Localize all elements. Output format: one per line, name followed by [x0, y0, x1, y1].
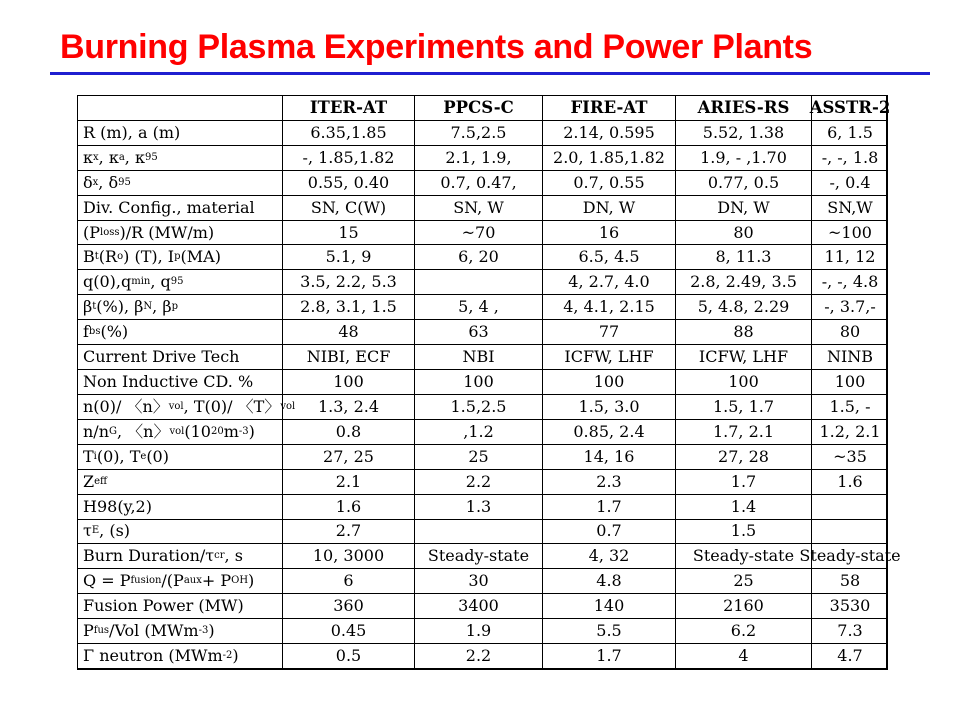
cell-aries-rs: 88 — [675, 319, 811, 344]
cell-ppcs-c: 3400 — [414, 593, 542, 618]
cell-asstr-2: ~35 — [811, 444, 888, 469]
row-label: Z eff — [77, 469, 282, 494]
cell-aries-rs: DN, W — [675, 195, 811, 220]
row-label: Q = P fusion /(P aux + P OH ) — [77, 568, 282, 593]
cell-ppcs-c: 5, 4 , — [414, 294, 542, 319]
cell-iter-at: 5.1, 9 — [282, 244, 414, 269]
cell-fire-at: 14, 16 — [542, 444, 675, 469]
row-label: f bs (%) — [77, 319, 282, 344]
cell-iter-at: 360 — [282, 593, 414, 618]
cell-fire-at: 0.7 — [542, 519, 675, 544]
cell-asstr-2: 100 — [811, 369, 888, 394]
cell-fire-at: 77 — [542, 319, 675, 344]
cell-fire-at: DN, W — [542, 195, 675, 220]
cell-ppcs-c: SN, W — [414, 195, 542, 220]
row-label: n/n G , 〈n〉 vol (10 20 m -3 ) — [77, 419, 282, 444]
cell-aries-rs: 1.7, 2.1 — [675, 419, 811, 444]
cell-fire-at: 0.7, 0.55 — [542, 170, 675, 195]
cell-ppcs-c: 6, 20 — [414, 244, 542, 269]
row-label: Γ neutron (MWm -2 ) — [77, 643, 282, 668]
cell-aries-rs: 2160 — [675, 593, 811, 618]
row-label: q(0),q min , q 95 — [77, 269, 282, 294]
row-label: β t (%), β N , β p — [77, 294, 282, 319]
cell-fire-at: 4, 4.1, 2.15 — [542, 294, 675, 319]
cell-asstr-2: -, -, 1.8 — [811, 145, 888, 170]
cell-iter-at: 27, 25 — [282, 444, 414, 469]
cell-aries-rs: 1.7 — [675, 469, 811, 494]
header-fire-at: FIRE-AT — [542, 95, 675, 120]
cell-fire-at: 16 — [542, 220, 675, 245]
cell-fire-at: 2.3 — [542, 469, 675, 494]
cell-aries-rs: 80 — [675, 220, 811, 245]
cell-fire-at: 1.7 — [542, 643, 675, 668]
cell-iter-at: 48 — [282, 319, 414, 344]
header-corner — [77, 95, 282, 120]
cell-aries-rs: 1.9, - ,1.70 — [675, 145, 811, 170]
row-label: T i (0), T e (0) — [77, 444, 282, 469]
cell-fire-at: 4.8 — [542, 568, 675, 593]
cell-asstr-2 — [811, 519, 888, 544]
cell-asstr-2: 1.5, - — [811, 394, 888, 419]
cell-iter-at: 100 — [282, 369, 414, 394]
cell-ppcs-c: 2.2 — [414, 643, 542, 668]
cell-aries-rs: ICFW, LHF — [675, 344, 811, 369]
cell-fire-at: 6.5, 4.5 — [542, 244, 675, 269]
cell-iter-at: 0.45 — [282, 618, 414, 643]
row-label: Burn Duration/τ cr , s — [77, 543, 282, 568]
cell-asstr-2: SN,W — [811, 195, 888, 220]
cell-ppcs-c: 2.1, 1.9, — [414, 145, 542, 170]
row-label: P fus /Vol (MWm -3 ) — [77, 618, 282, 643]
cell-iter-at: 2.7 — [282, 519, 414, 544]
cell-iter-at: 2.1 — [282, 469, 414, 494]
cell-aries-rs: 5, 4.8, 2.29 — [675, 294, 811, 319]
cell-ppcs-c: ~70 — [414, 220, 542, 245]
cell-aries-rs: 2.8, 2.49, 3.5 — [675, 269, 811, 294]
cell-fire-at: 1.7 — [542, 494, 675, 519]
cell-aries-rs: 4 — [675, 643, 811, 668]
cell-asstr-2: NINB — [811, 344, 888, 369]
cell-ppcs-c: Steady-state — [414, 543, 542, 568]
cell-fire-at: 4, 2.7, 4.0 — [542, 269, 675, 294]
cell-fire-at: 1.5, 3.0 — [542, 394, 675, 419]
row-label: τ E , (s) — [77, 519, 282, 544]
cell-fire-at: 4, 32 — [542, 543, 675, 568]
cell-aries-rs: 6.2 — [675, 618, 811, 643]
cell-ppcs-c: 0.7, 0.47, — [414, 170, 542, 195]
cell-ppcs-c: NBI — [414, 344, 542, 369]
cell-iter-at: 2.8, 3.1, 1.5 — [282, 294, 414, 319]
row-label: Non Inductive CD. % — [77, 369, 282, 394]
cell-ppcs-c: 25 — [414, 444, 542, 469]
header-iter-at: ITER-AT — [282, 95, 414, 120]
row-label: R (m), a (m) — [77, 120, 282, 145]
row-label: κ x , κ a , κ 95 — [77, 145, 282, 170]
cell-asstr-2: 3530 — [811, 593, 888, 618]
cell-iter-at: 15 — [282, 220, 414, 245]
cell-asstr-2: 58 — [811, 568, 888, 593]
cell-iter-at: 0.5 — [282, 643, 414, 668]
cell-ppcs-c — [414, 519, 542, 544]
cell-fire-at: 100 — [542, 369, 675, 394]
cell-aries-rs: 0.77, 0.5 — [675, 170, 811, 195]
cell-ppcs-c: 1.5,2.5 — [414, 394, 542, 419]
cell-asstr-2: -, 3.7,- — [811, 294, 888, 319]
slide-title: Burning Plasma Experiments and Power Plants — [60, 28, 813, 66]
cell-aries-rs: Steady-state — [675, 543, 811, 568]
cell-asstr-2: 1.2, 2.1 — [811, 419, 888, 444]
cell-aries-rs: 27, 28 — [675, 444, 811, 469]
cell-ppcs-c: 2.2 — [414, 469, 542, 494]
cell-aries-rs: 1.5, 1.7 — [675, 394, 811, 419]
cell-fire-at: 0.85, 2.4 — [542, 419, 675, 444]
row-label: H98(y,2) — [77, 494, 282, 519]
cell-asstr-2 — [811, 494, 888, 519]
row-label: Div. Config., material — [77, 195, 282, 220]
cell-iter-at: 1.6 — [282, 494, 414, 519]
cell-asstr-2: 1.6 — [811, 469, 888, 494]
cell-ppcs-c: 1.3 — [414, 494, 542, 519]
cell-fire-at: 5.5 — [542, 618, 675, 643]
cell-aries-rs: 8, 11.3 — [675, 244, 811, 269]
row-label: n(0)/ 〈n〉 vol , T(0)/ 〈T〉 vol — [77, 394, 282, 419]
parameter-table — [77, 95, 901, 670]
cell-ppcs-c: 100 — [414, 369, 542, 394]
cell-iter-at: 0.8 — [282, 419, 414, 444]
cell-aries-rs: 100 — [675, 369, 811, 394]
cell-ppcs-c: 63 — [414, 319, 542, 344]
cell-iter-at: 0.55, 0.40 — [282, 170, 414, 195]
cell-fire-at: 2.0, 1.85,1.82 — [542, 145, 675, 170]
cell-asstr-2: -, 0.4 — [811, 170, 888, 195]
cell-aries-rs: 25 — [675, 568, 811, 593]
row-label: B t (R o ) (T), I p (MA) — [77, 244, 282, 269]
cell-asstr-2: 6, 1.5 — [811, 120, 888, 145]
cell-iter-at: 6 — [282, 568, 414, 593]
row-label: (P loss )/R (MW/m) — [77, 220, 282, 245]
row-label: Fusion Power (MW) — [77, 593, 282, 618]
cell-fire-at: 140 — [542, 593, 675, 618]
cell-iter-at: SN, C(W) — [282, 195, 414, 220]
cell-asstr-2: -, -, 4.8 — [811, 269, 888, 294]
cell-aries-rs: 1.5 — [675, 519, 811, 544]
cell-iter-at: NIBI, ECF — [282, 344, 414, 369]
cell-iter-at: 1.3, 2.4 — [282, 394, 414, 419]
cell-ppcs-c: ,1.2 — [414, 419, 542, 444]
cell-ppcs-c: 1.9 — [414, 618, 542, 643]
cell-iter-at: 6.35,1.85 — [282, 120, 414, 145]
header-asstr-2: ASSTR-2 — [811, 95, 888, 120]
cell-ppcs-c: 30 — [414, 568, 542, 593]
cell-asstr-2: 7.3 — [811, 618, 888, 643]
cell-fire-at: 2.14, 0.595 — [542, 120, 675, 145]
cell-aries-rs: 5.52, 1.38 — [675, 120, 811, 145]
cell-iter-at: 10, 3000 — [282, 543, 414, 568]
cell-fire-at: ICFW, LHF — [542, 344, 675, 369]
cell-asstr-2: 80 — [811, 319, 888, 344]
cell-asstr-2: 11, 12 — [811, 244, 888, 269]
header-ppcs-c: PPCS-C — [414, 95, 542, 120]
cell-aries-rs: 1.4 — [675, 494, 811, 519]
title-rule — [50, 72, 930, 75]
cell-iter-at: 3.5, 2.2, 5.3 — [282, 269, 414, 294]
cell-asstr-2: Steady-state — [811, 543, 888, 568]
cell-asstr-2: 4.7 — [811, 643, 888, 668]
cell-asstr-2: ~100 — [811, 220, 888, 245]
row-label: δ x , δ 95 — [77, 170, 282, 195]
cell-iter-at: -, 1.85,1.82 — [282, 145, 414, 170]
header-aries-rs: ARIES-RS — [675, 95, 811, 120]
row-label: Current Drive Tech — [77, 344, 282, 369]
cell-ppcs-c — [414, 269, 542, 294]
cell-ppcs-c: 7.5,2.5 — [414, 120, 542, 145]
